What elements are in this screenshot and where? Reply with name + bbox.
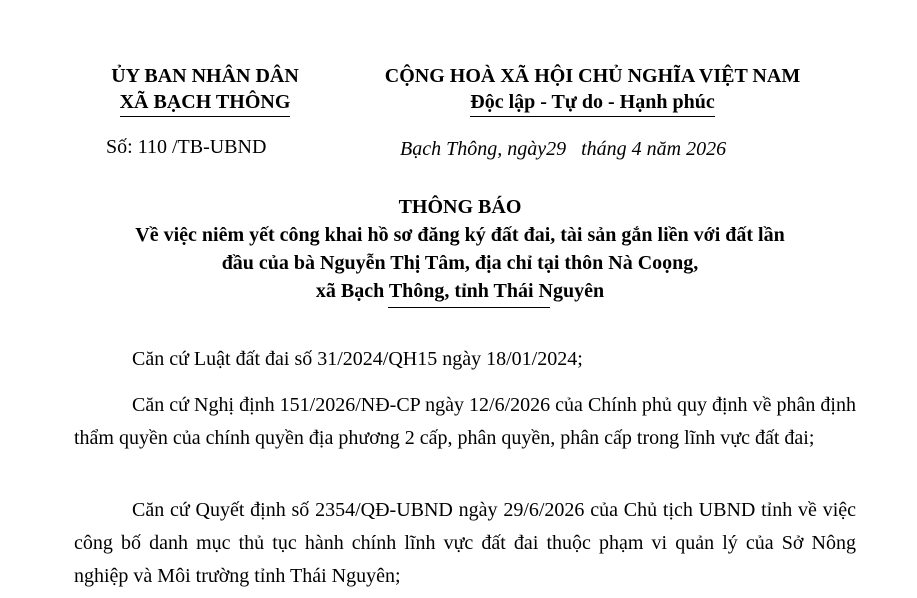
title-underline [388, 307, 550, 308]
doc-number-value: 110 [137, 136, 167, 158]
paragraph-3: Căn cứ Quyết định số 2354/QĐ-UBND ngày 29/6/2026 của Chủ tịch UBND tỉnh về việc công bố danh mục thủ tục hành chính lĩnh vực đất đai thuộc phạm vi quản lý của Sở Nông nghiệp và Môi trường tỉnh Thái Nguyên; [74, 499, 856, 587]
title-heading: THÔNG BÁO [398, 196, 522, 218]
title-subject-line-2: đầu của bà Nguyễn Thị Tâm, địa chỉ tại thôn Nà Coọng, [221, 252, 699, 274]
national-motto [350, 63, 835, 117]
document-title [40, 193, 880, 305]
date-rest: tháng 4 năm 2026 [566, 138, 727, 160]
doc-number-prefix: Số: [106, 136, 138, 158]
country-name: CỘNG HOÀ XÃ HỘI CHỦ NGHĨA VIỆT NAM [384, 65, 801, 87]
motto: Độc lập - Tự do - Hạnh phúc [470, 89, 714, 117]
title-subject-line-3: xã Bạch Thông, tỉnh Thái Nguyên [315, 280, 605, 302]
authority-line-1: ỦY BAN NHÂN DÂN [111, 65, 299, 87]
authority-line-2: XÃ BẠCH THÔNG [120, 89, 291, 117]
issuing-authority [60, 63, 350, 117]
doc-number-suffix: /TB-UBND [166, 136, 267, 158]
date-day: 29 [546, 138, 567, 160]
document-number [106, 136, 266, 159]
date-line [400, 138, 726, 161]
title-subject-line-1: Về việc niêm yết công khai hồ sơ đăng ký đất đai, tài sản gắn liền với đất lần [135, 224, 785, 246]
paragraph-2: Căn cứ Nghị định 151/2026/NĐ-CP ngày 12/6/2026 của Chính phủ quy định về phân định thẩm quyền của chính quyền địa phương 2 cấp, phân quyền, phân cấp trong lĩnh vực đất đai; [74, 394, 856, 449]
paragraph-1: Căn cứ Luật đất đai số 31/2024/QH15 ngày 18/01/2024; [132, 348, 583, 370]
date-place: Bạch Thông, ngày [400, 138, 547, 160]
